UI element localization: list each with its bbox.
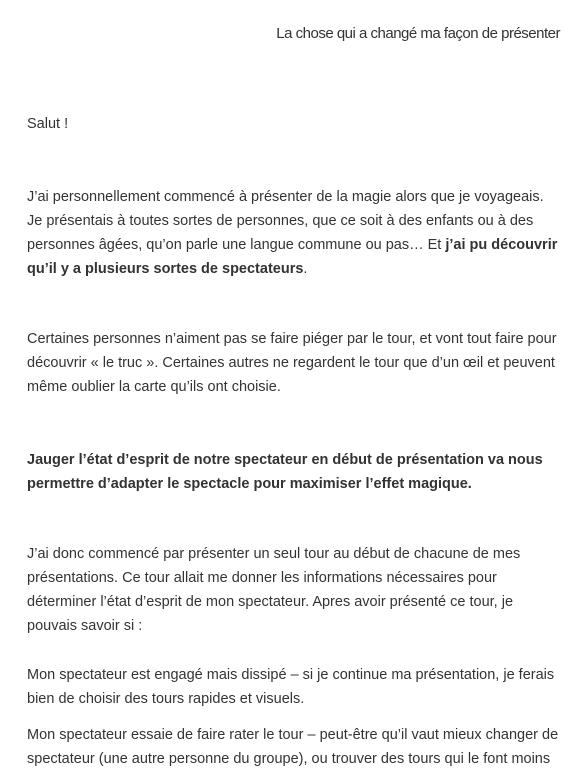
list-item: Mon spectateur essaie de faire rater le tour – peut-être qu’il vaut mieux changer de spectateur (une autre personne du groupe), ou trouver des tours qui le font moins — [27, 727, 559, 767]
intro-text: J’ai personnellement commencé à présenter de la magie alors que je voyageais. Je présentais à toutes sortes de personnes, que ce soit à des enfants ou à des personnes âgées, qu’on parle une langue commune ou pas… Et — [27, 189, 544, 253]
greeting-paragraph: Salut ! — [27, 116, 69, 132]
key-statement-paragraph — [27, 448, 562, 496]
spectators-paragraph: Certaines personnes n’aiment pas se faire piéger par le tour, et vont tout faire pour découvrir « le truc ». Certaines autres ne regardent le tour que d’un œil et peuvent même oublier la carte qu’ils ont choisie. — [27, 331, 557, 395]
page-title: La chose qui a changé ma façon de présenter — [276, 25, 560, 42]
intro-end-text: . — [303, 261, 308, 277]
intro-bold-text: j’ai pu découvrir qu’il y a plusieurs sortes de spectateurs — [27, 237, 558, 277]
key-statement-text: Jauger l’état d’esprit de notre spectateur en début de présentation va nous permettre d’adapter le spectacle pour maximiser l’effet magique. — [27, 452, 543, 492]
list-item: Mon spectateur est engagé mais dissipé – si je continue ma présentation, je ferais bien de choisir des tours rapides et visuels. — [27, 667, 555, 707]
method-paragraph: J’ai donc commencé par présenter un seul tour au début de chacune de mes présentations. Ce tour allait me donner les informations nécessaires pour déterminer l’état d’esprit de mon spectateur. Apres avoir présenté ce tour, je pouvais savoir si : — [27, 546, 521, 634]
intro-paragraph — [27, 185, 562, 281]
